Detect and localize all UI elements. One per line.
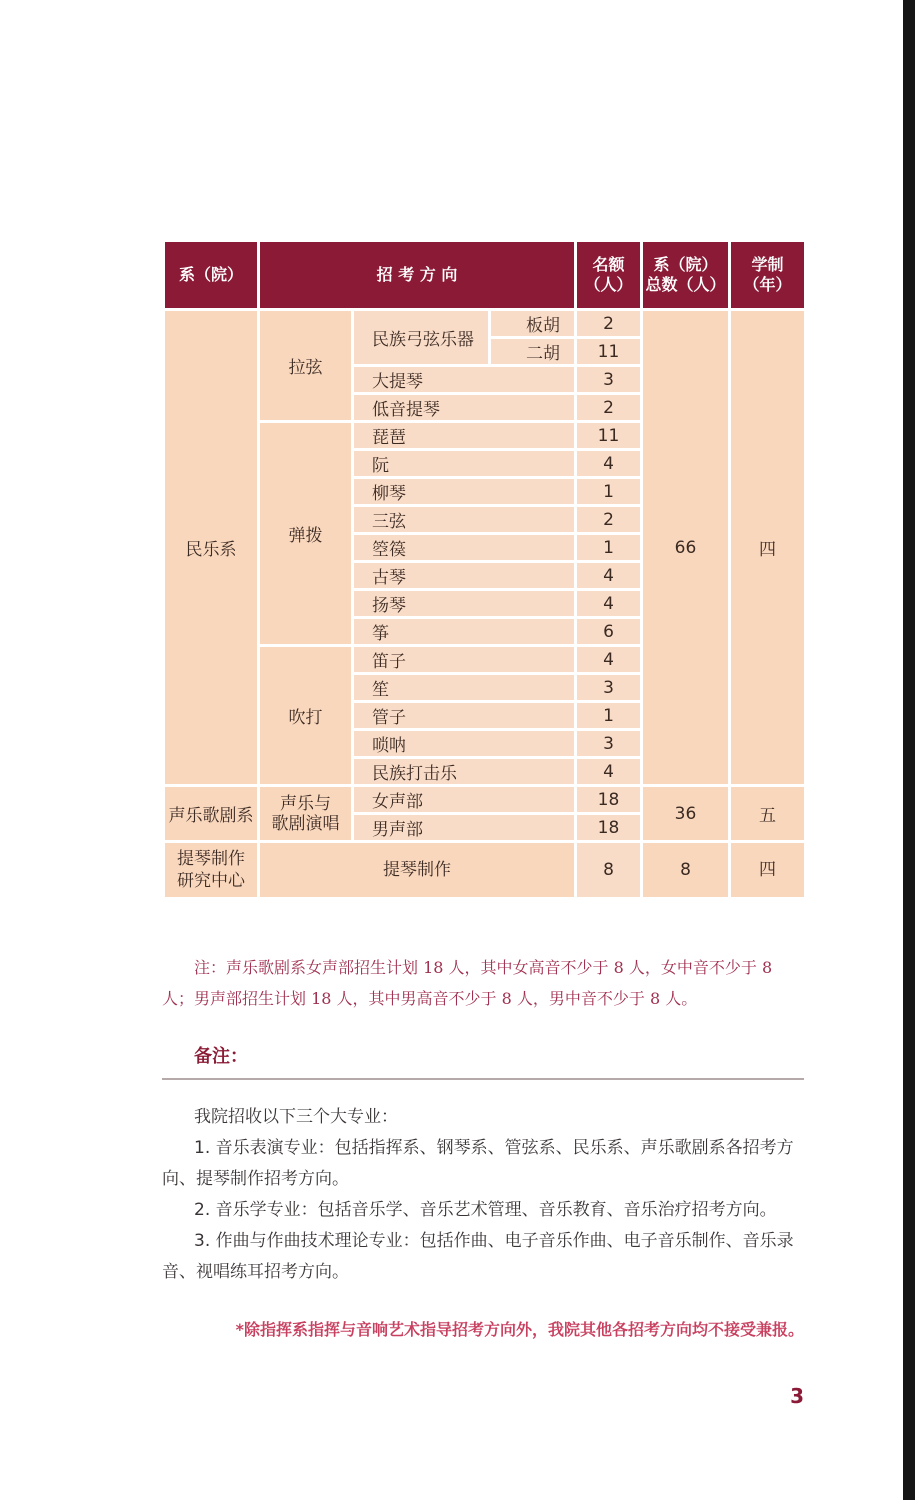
header-total: 系（院） 总数（人） bbox=[642, 241, 730, 310]
group-cell: 拉弦 bbox=[259, 310, 353, 422]
quota-cell: 4 bbox=[576, 590, 642, 618]
quota-cell: 1 bbox=[576, 534, 642, 562]
group-cell: 吹打 bbox=[259, 646, 353, 786]
remarks-intro: 我院招收以下三个大专业： bbox=[194, 1107, 398, 1127]
quota-cell: 4 bbox=[576, 562, 642, 590]
quota-cell: 4 bbox=[576, 450, 642, 478]
quota-cell: 3 bbox=[576, 730, 642, 758]
quota-cell: 3 bbox=[576, 366, 642, 394]
remarks-heading: 备注： bbox=[194, 1046, 248, 1067]
divider bbox=[162, 1078, 804, 1080]
instrument-cell: 唢呐 bbox=[353, 730, 576, 758]
quota-cell: 1 bbox=[576, 478, 642, 506]
header-direction: 招 考 方 向 bbox=[259, 241, 576, 310]
header-quota: 名额 （人） bbox=[576, 241, 642, 310]
quota-cell: 8 bbox=[576, 842, 642, 899]
instrument-cell: 箜篌 bbox=[353, 534, 576, 562]
instrument-cell: 低音提琴 bbox=[353, 394, 576, 422]
years-cell: 五 bbox=[730, 786, 806, 842]
page-number: 3 bbox=[790, 1384, 804, 1408]
years-cell: 四 bbox=[730, 842, 806, 899]
group-cell: 声乐与 歌剧演唱 bbox=[259, 786, 353, 842]
remarks-item-2: 2. 音乐学专业：包括音乐学、音乐艺术管理、音乐教育、音乐治疗招考方向。 bbox=[194, 1200, 777, 1220]
dept-cell: 声乐歌剧系 bbox=[164, 786, 259, 842]
instrument-cell: 管子 bbox=[353, 702, 576, 730]
quota-cell: 2 bbox=[576, 394, 642, 422]
remarks-item-1: 1. 音乐表演专业：包括指挥系、钢琴系、管弦系、民乐系、声乐歌剧系各招考方向、提琴制作招考方向。 bbox=[162, 1138, 794, 1189]
right-edge-strip bbox=[903, 0, 915, 1500]
header-years: 学制 （年） bbox=[730, 241, 806, 310]
quota-cell: 1 bbox=[576, 702, 642, 730]
quota-cell: 4 bbox=[576, 646, 642, 674]
quota-cell: 18 bbox=[576, 786, 642, 814]
quota-cell: 2 bbox=[576, 506, 642, 534]
table-footnote: 注：声乐歌剧系女声部招生计划 18 人，其中女高音不少于 8 人，女中音不少于 8 人；男声部招生计划 18 人，其中男高音不少于 8 人，男中音不少于 8 人。 bbox=[162, 958, 773, 1008]
group-cell: 弹拨 bbox=[259, 422, 353, 646]
quota-cell: 3 bbox=[576, 674, 642, 702]
quota-cell: 4 bbox=[576, 758, 642, 786]
table-row bbox=[164, 842, 806, 899]
instrument-cell: 阮 bbox=[353, 450, 576, 478]
years-cell: 四 bbox=[730, 310, 806, 786]
instrument-cell: 笙 bbox=[353, 674, 576, 702]
enrollment-table bbox=[162, 239, 807, 900]
sub-instrument-cell: 板胡 bbox=[490, 310, 576, 338]
dept-cell: 提琴制作 研究中心 bbox=[164, 842, 259, 899]
voice-part-cell: 男声部 bbox=[353, 814, 576, 842]
remarks-item-3: 3. 作曲与作曲技术理论专业：包括作曲、电子音乐作曲、电子音乐制作、音乐录音、视唱练耳招考方向。 bbox=[162, 1231, 794, 1282]
quota-cell: 11 bbox=[576, 338, 642, 366]
instrument-cell: 扬琴 bbox=[353, 590, 576, 618]
instrument-cell: 琵琶 bbox=[353, 422, 576, 450]
quota-cell: 6 bbox=[576, 618, 642, 646]
quota-cell: 11 bbox=[576, 422, 642, 450]
total-cell: 8 bbox=[642, 842, 730, 899]
sub-instrument-cell: 二胡 bbox=[490, 338, 576, 366]
voice-part-cell: 女声部 bbox=[353, 786, 576, 814]
table-row bbox=[164, 786, 806, 814]
instrument-cell: 三弦 bbox=[353, 506, 576, 534]
instrument-cell: 大提琴 bbox=[353, 366, 576, 394]
instrument-cell: 笛子 bbox=[353, 646, 576, 674]
quota-cell: 2 bbox=[576, 310, 642, 338]
instrument-cell: 筝 bbox=[353, 618, 576, 646]
instrument-cell: 柳琴 bbox=[353, 478, 576, 506]
instrument-cell: 民族弓弦乐器 bbox=[353, 310, 490, 366]
direction-cell: 提琴制作 bbox=[259, 842, 576, 899]
dept-cell: 民乐系 bbox=[164, 310, 259, 786]
table-header-row bbox=[164, 241, 806, 310]
instrument-cell: 古琴 bbox=[353, 562, 576, 590]
quota-cell: 18 bbox=[576, 814, 642, 842]
total-cell: 36 bbox=[642, 786, 730, 842]
header-dept: 系（院） bbox=[164, 241, 259, 310]
star-note: *除指挥系指挥与音响艺术指导招考方向外，我院其他各招考方向均不接受兼报。 bbox=[235, 1320, 804, 1339]
total-cell: 66 bbox=[642, 310, 730, 786]
instrument-cell: 民族打击乐 bbox=[353, 758, 576, 786]
table-row bbox=[164, 310, 806, 338]
